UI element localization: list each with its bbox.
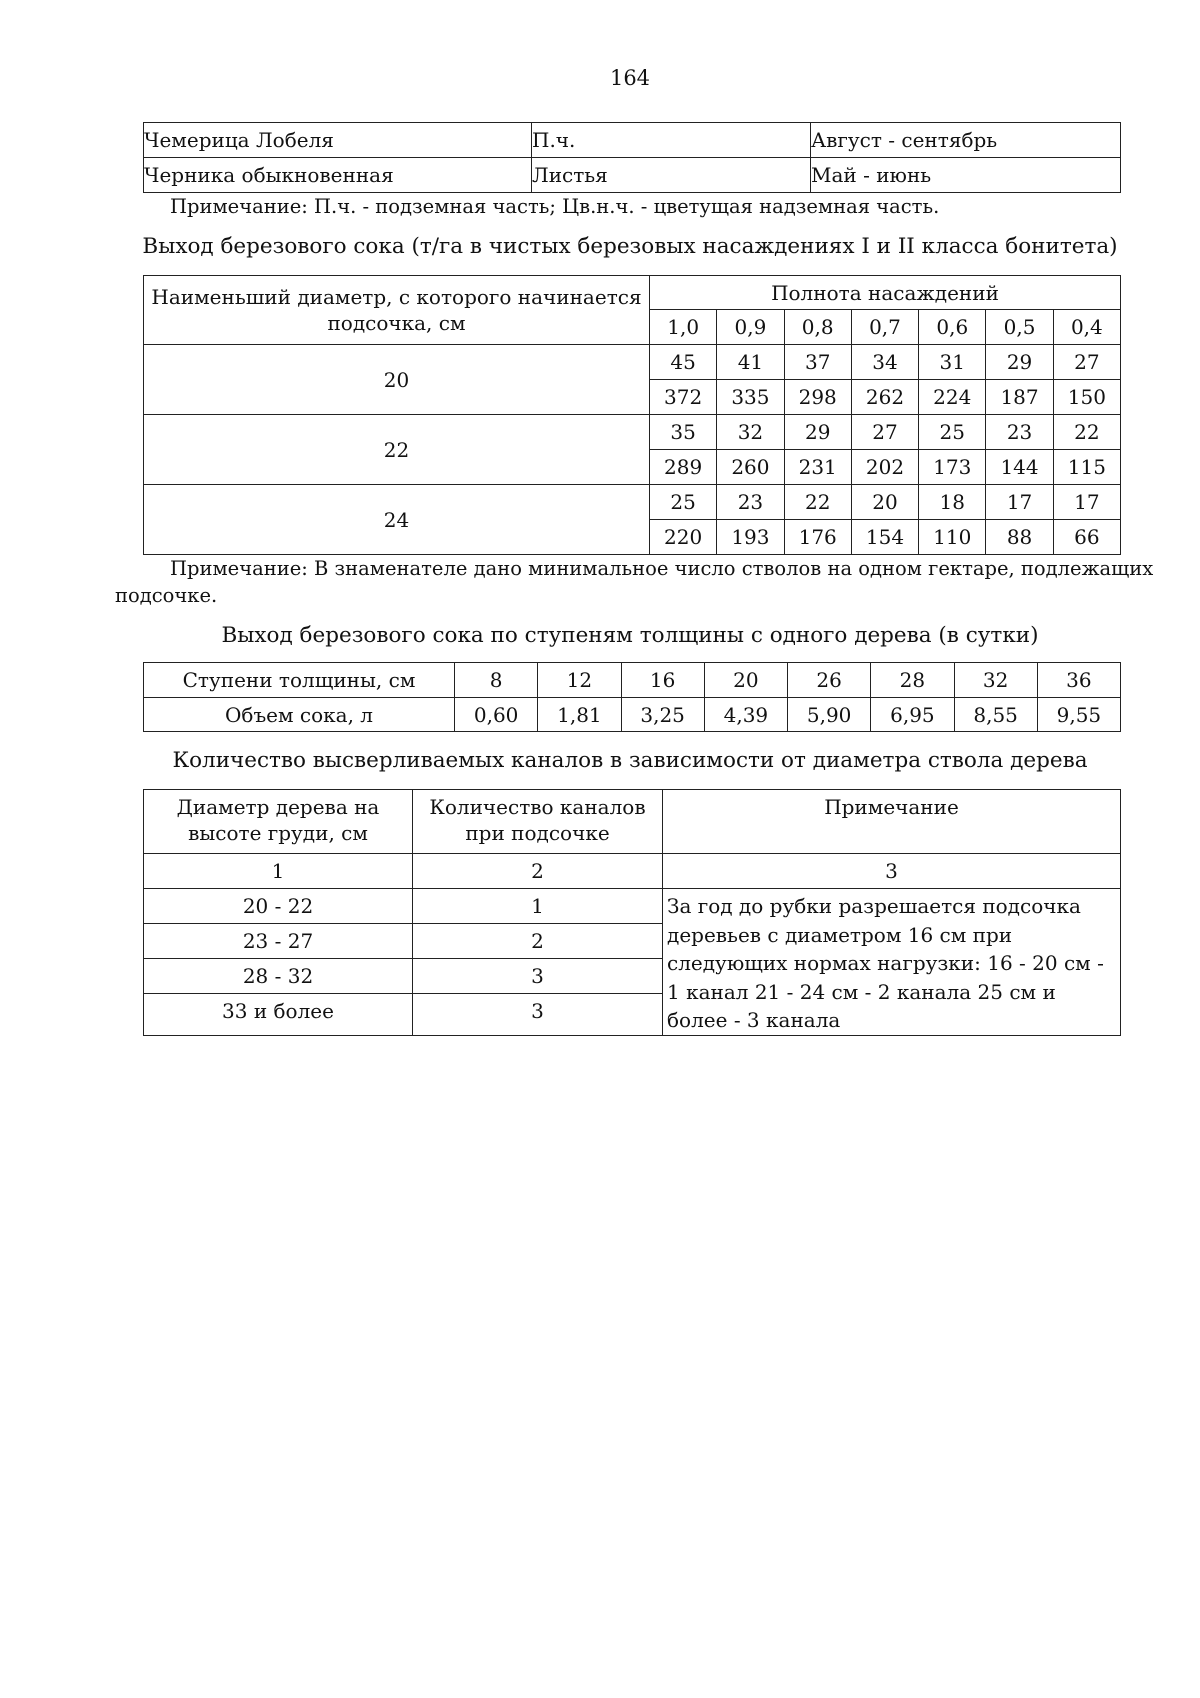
sap-yield-table [143,275,1121,555]
trunks-cell: 372 [650,380,717,415]
column-number: 3 [663,854,1121,889]
yield-cell: 17 [1053,485,1120,520]
plant-part: Листья [532,163,608,187]
table-cell [811,158,1121,193]
page-number: 164 [609,66,651,90]
thickness-cell: 20 [704,663,787,698]
yield-cell: 41 [717,345,784,380]
thickness-cell: 36 [1037,663,1120,698]
trunks-cell: 144 [986,450,1053,485]
yield-cell: 25 [919,415,986,450]
channels-table [143,789,1121,1036]
diameter-cell: 20 [144,345,650,415]
group-header-cell [650,276,1121,310]
plant-period: Август - сентябрь [811,128,998,152]
header-cell: Количество каналов при подсочке [413,790,663,854]
yield-cell: 34 [851,345,918,380]
volume-cell: 5,90 [788,698,871,732]
table-cell [532,158,811,193]
yield-cell: 31 [919,345,986,380]
yield-cell: 27 [1053,345,1120,380]
diameter-cell: 24 [144,485,650,555]
channels-title: Количество высверливаемых каналов в зависимости от диаметра ствола дерева [172,748,1088,773]
yield-cell: 45 [650,345,717,380]
trunks-cell: 298 [784,380,851,415]
diameter-range: 33 и более [144,994,413,1035]
trunks-cell: 173 [919,450,986,485]
trunks-cell: 335 [717,380,784,415]
trunks-cell: 66 [1053,520,1120,555]
yield-cell: 35 [650,415,717,450]
trunks-cell: 176 [784,520,851,555]
yield-cell: 22 [1053,415,1120,450]
trunks-cell: 224 [919,380,986,415]
volume-cell: 9,55 [1037,698,1120,732]
thickness-cell: 32 [954,663,1037,698]
channel-count: 1 [413,889,663,924]
density-col: 0,6 [919,310,986,345]
row-label: Ступени толщины, см [144,663,455,698]
volume-cell: 4,39 [704,698,787,732]
diameter-cell: 22 [144,415,650,485]
density-col: 0,9 [717,310,784,345]
yield-cell: 22 [784,485,851,520]
per-tree-table [143,662,1121,732]
plant-period: Май - июнь [811,163,932,187]
trunks-cell: 260 [717,450,784,485]
trunks-cell: 193 [717,520,784,555]
table-cell [144,158,532,193]
thickness-cell: 16 [621,663,704,698]
trunks-cell: 154 [851,520,918,555]
density-col: 0,7 [851,310,918,345]
yield-cell: 17 [986,485,1053,520]
plant-name: Чемерица Лобеля [144,128,334,152]
sap-yield-title: Выход березового сока (т/га в чистых березовых насаждениях I и II класса бонитета) [142,234,1118,259]
header-cell: Примечание [663,790,1121,854]
density-col: 0,8 [784,310,851,345]
table-cell [532,123,811,158]
column-number: 1 [144,854,413,889]
yield-cell: 23 [986,415,1053,450]
density-col: 0,5 [986,310,1053,345]
channel-count: 3 [413,994,663,1035]
yield-cell: 20 [851,485,918,520]
per-tree-title: Выход березового сока по ступеням толщины с одного дерева (в сутки) [221,623,1039,648]
trunks-cell: 150 [1053,380,1120,415]
trunks-cell: 262 [851,380,918,415]
diameter-range: 23 - 27 [144,924,413,959]
yield-cell: 32 [717,415,784,450]
yield-cell: 29 [784,415,851,450]
volume-cell: 3,25 [621,698,704,732]
sap-yield-note-line1: Примечание: В знаменателе дано минимальное число стволов на одном гектаре, подлежащих [170,557,1154,580]
trunks-cell: 202 [851,450,918,485]
column-number: 2 [413,854,663,889]
channel-count: 3 [413,959,663,994]
volume-cell: 6,95 [871,698,954,732]
thickness-cell: 8 [455,663,538,698]
diameter-range: 20 - 22 [144,889,413,924]
volume-cell: 8,55 [954,698,1037,732]
header-cell: Диаметр дерева на высоте груди, см [144,790,413,854]
table-cell [144,123,532,158]
density-col: 0,4 [1053,310,1120,345]
sap-yield-note-line2: подсочке. [115,584,218,607]
plants-note: Примечание: П.ч. - подземная часть; Цв.н.ч. - цветущая надземная часть. [170,195,940,218]
trunks-cell: 88 [986,520,1053,555]
volume-cell: 1,81 [538,698,621,732]
trunks-cell: 115 [1053,450,1120,485]
channels-note: За год до рубки разрешается подсочка деревьев с диаметром 16 см при следующих нормах нагрузки: 16 - 20 см - 1 канал 21 - 24 см - 2 канала 25 см и более - 3 канала [667,894,1104,1032]
note-cell [663,889,1121,1036]
thickness-cell: 28 [871,663,954,698]
trunks-cell: 231 [784,450,851,485]
channel-count: 2 [413,924,663,959]
trunks-cell: 187 [986,380,1053,415]
yield-cell: 18 [919,485,986,520]
row-header: Наименьший диаметр, с которого начинается подсочка, см [151,285,642,335]
diameter-range: 28 - 32 [144,959,413,994]
yield-cell: 37 [784,345,851,380]
group-header: Полнота насаждений [771,280,999,305]
trunks-cell: 110 [919,520,986,555]
thickness-cell: 12 [538,663,621,698]
row-header-cell [144,276,650,345]
table-cell [811,123,1121,158]
plant-name: Черника обыкновенная [144,163,394,187]
yield-cell: 23 [717,485,784,520]
row-label: Объем сока, л [144,698,455,732]
yield-cell: 25 [650,485,717,520]
volume-cell: 0,60 [455,698,538,732]
density-col: 1,0 [650,310,717,345]
plants-table [143,122,1121,193]
yield-cell: 27 [851,415,918,450]
trunks-cell: 220 [650,520,717,555]
trunks-cell: 289 [650,450,717,485]
plant-part: П.ч. [532,128,576,152]
yield-cell: 29 [986,345,1053,380]
thickness-cell: 26 [788,663,871,698]
